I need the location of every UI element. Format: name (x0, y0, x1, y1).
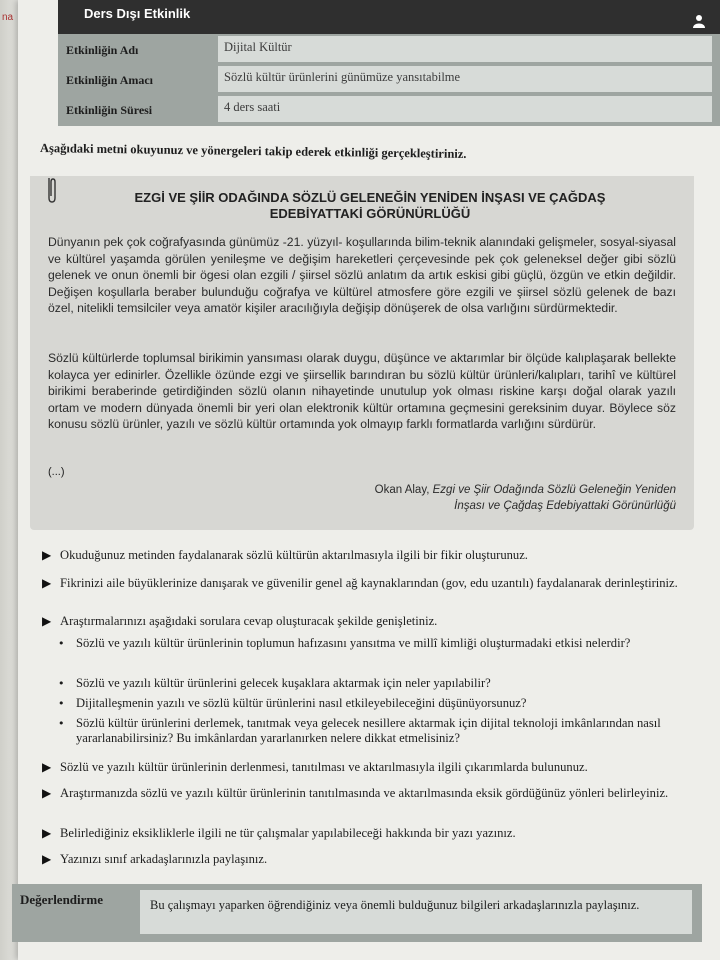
source-author: Okan Alay, (374, 484, 433, 496)
sub-question-text: Sözlü kültür ürünlerini derlemek, tanıtmak veya gelecek nesillere aktarmak için dijital teknoloji imkânlarından nasıl yararlanabilirsiniz? Bu imkânlardan yararlanırken nelere dikkat etmelisiniz? (76, 716, 661, 745)
activity-info-table (58, 34, 720, 126)
reading-box (30, 176, 694, 530)
bullet-dot-icon: • (58, 637, 65, 650)
instruction-text: Aşağıdaki metni okuyunuz ve yönergeleri takip ederek etkinliği gerçekleştiriniz. (39, 141, 467, 161)
triangle-bullet-icon: ▶ (42, 576, 52, 590)
evaluation-label: Değerlendirme (20, 892, 104, 907)
triangle-bullet-icon: ▶ (42, 826, 52, 840)
task-text: Fikrinizi aile büyüklerinize danışarak ve güvenilir genel ağ kaynaklarından (gov, edu uzantılı) faydalanarak derinleştiriniz. (60, 576, 678, 590)
bullet-dot-icon: • (58, 717, 65, 730)
source-title-line-2: İnşası ve Çağdaş Edebiyattaki Görünürlüğü (454, 500, 676, 512)
info-row-name (58, 36, 720, 64)
info-value: Dijital Kültür (218, 36, 712, 62)
header-title: Ders Dışı Etkinlik (84, 6, 191, 21)
source-citation (375, 482, 676, 514)
margin-scrap: na (2, 12, 14, 23)
info-value: 4 ders saati (218, 96, 712, 122)
evaluation-text: Bu çalışmayı yaparken öğrendiğiniz veya önemli bulduğunuz bilgileri arkadaşlarınızla paylaşınız. (140, 890, 692, 934)
evaluation-band (12, 884, 702, 942)
sub-question-text: Dijitalleşmenin yazılı ve sözlü kültür ürünlerini nasıl etkileyebileceğini düşünüyorsunuz? (76, 696, 527, 710)
bullet-dot-icon: • (58, 677, 65, 690)
reading-title (70, 190, 670, 222)
ellipsis: (...) (48, 466, 65, 478)
source-title: Ezgi ve Şiir Odağında Sözlü Geleneğin Yeniden (432, 484, 676, 496)
paperclip-icon (44, 176, 60, 204)
worksheet-page (18, 0, 720, 960)
sub-question-text: Sözlü ve yazılı kültür ürünlerini gelecek kuşaklara aktarmak için neler yapılabilir? (76, 676, 491, 690)
reading-title-line: EZGİ VE ŞİİR ODAĞINDA SÖZLÜ GELENEĞİN YENİDEN İNŞASI VE ÇAĞDAŞ (134, 190, 606, 205)
info-row-duration (58, 96, 720, 124)
info-row-purpose (58, 66, 720, 94)
info-label: Etkinliğin Amacı (66, 73, 154, 87)
page-left-edge (0, 0, 18, 960)
triangle-bullet-icon: ▶ (42, 760, 52, 774)
header-band (58, 0, 720, 34)
info-value: Sözlü kültür ürünlerini günümüze yansıtabilme (218, 66, 712, 92)
task-text: Araştırmanızda sözlü ve yazılı kültür ürünlerinin tanıtılmasında ve aktarılmasında eksik gördüğünüz yönleri belirleyiniz. (60, 786, 669, 800)
reading-title-line: EDEBİYATTAKİ GÖRÜNÜRLÜĞÜ (269, 206, 471, 221)
task-text: Araştırmalarınızı aşağıdaki sorulara cevap oluşturacak şekilde genişletiniz. (60, 614, 438, 628)
task-text: Yazınızı sınıf arkadaşlarınızla paylaşınız. (60, 852, 268, 866)
info-label: Etkinliğin Süresi (66, 103, 153, 117)
reading-paragraph: Dünyanın pek çok coğrafyasında günümüz -21. yüzyıl- koşullarında bilim-teknik alanındaki gelişmeler, sosyal-siyasal ve kültürel yaşamda görülen yenileşme ve değişim hareketleri çerçevesinde pek çok geleneksel değer gibi sözlü gelenek ve onun önemli bir ögesi olan ezgili / şiirsel sözlü anlatım da artık eskisi gibi güçlü, özgün ve etkin değildir. Değişen koşullarla beraber bulunduğu coğrafya ve kültürel atmosfere göre ezgili ve şiirsel sözlü gelenek de bazı özel, nitelikli temsilciler veya amatör kişiler aracılığıyla değişip dönüşerek de olsa varlığını sürdürmektedir. (48, 235, 676, 316)
sub-question-text: Sözlü ve yazılı kültür ürünlerinin toplumun hafızasını yansıtma ve millî kimliği oluşturmadaki etkisi nelerdir? (76, 636, 631, 650)
bullet-dot-icon: • (58, 697, 65, 710)
task-text: Sözlü ve yazılı kültür ürünlerinin derlenmesi, tanıtılması ve aktarılmasıyla ilgili çıkarımlarda bulununuz. (60, 760, 588, 774)
task-text: Belirlediğiniz eksikliklerle ilgili ne tür çalışmalar yapılabileceği hakkında bir yazı yazınız. (60, 826, 516, 840)
reading-paragraph: Sözlü kültürlerde toplumsal birikimin yansıması olarak duygu, düşünce ve aktarımlar bir ölçüde kalıplaşarak bellekte kolayca yer edinirler. Özellikle özünde ezgi ve şiirsellik barındıran bu sözlü kültür ürünleri/kalıpları, tarihî ve kültürel birikimi beraberinde getirdiğinden sözlü olanın nihayetinde unutulup yok olması riskine karşı doğal olarak yazılı ortam ve modern dünyada önemli bir yeri olan elektronik kültür ortamına geçmesini gereksinim duyar. Böylece söz konusu sözlü ürünler, yazılı ve sözlü kültür ortamında yok olmayıp farklı formatlarda varlığını sürdürür. (48, 351, 676, 432)
source-line-1 (375, 482, 676, 498)
triangle-bullet-icon: ▶ (42, 548, 52, 562)
triangle-bullet-icon: ▶ (42, 614, 52, 628)
triangle-bullet-icon: ▶ (42, 786, 52, 800)
triangle-bullet-icon: ▶ (42, 852, 52, 866)
info-label: Etkinliğin Adı (66, 43, 139, 57)
task-text: Okuduğunuz metinden faydalanarak sözlü kültürün aktarılmasıyla ilgili bir fikir oluşturunuz. (60, 548, 528, 562)
user-icon (692, 14, 706, 28)
